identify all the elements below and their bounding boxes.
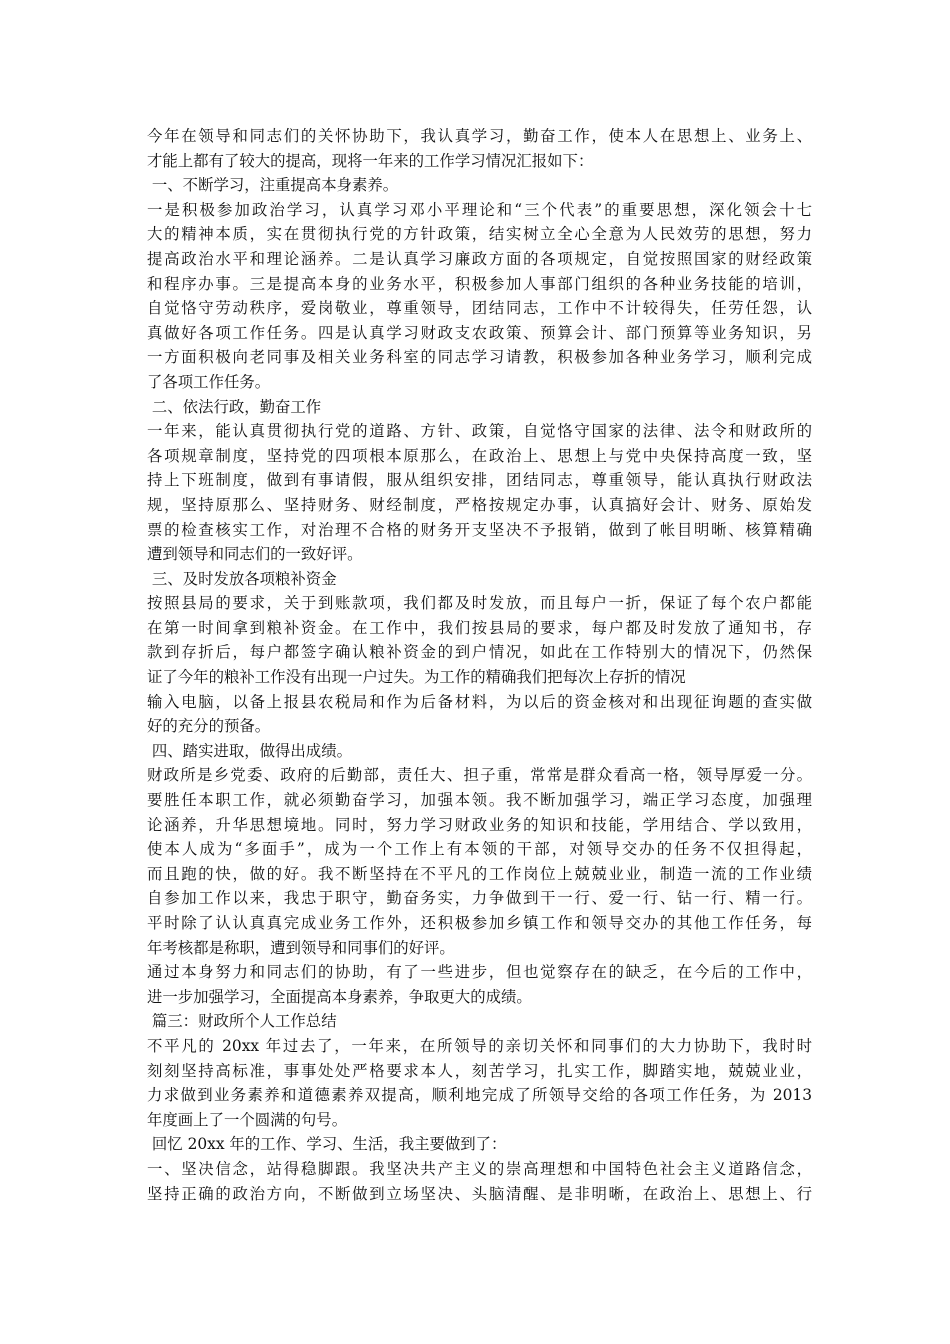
document-body xyxy=(147,124,812,1206)
text-line: 通过本身努力和同志们的协助，有了一些进步，但也觉察存在的缺乏，在今后的工作中， xyxy=(147,963,812,982)
text-line: 提高政治水平和理论涵养。二是认真学习廉政方面的各项规定，自觉按照国家的财经政策 xyxy=(147,249,812,268)
text-line: 今年在领导和同志们的关怀协助下，我认真学习，勤奋工作，使本人在思想上、业务上、 xyxy=(147,127,812,145)
text-line: 一、不断学习，注重提高本身素养。 xyxy=(147,176,399,195)
text-line: 二、依法行政，勤奋工作 xyxy=(147,397,322,416)
text-line: 一是积极参加政治学习，认真学习邓小平理论和“三个代表”的重要思想，深化领会十七 xyxy=(147,200,812,219)
text-line: 票的检查核实工作，对治理不合格的财务开支坚决不予报销，做到了帐目明晰、核算精确 xyxy=(147,520,812,539)
text-line: 真做好各项工作任务。四是认真学习财政支农政策、预算会计、部门预算等业务知识，另 xyxy=(147,323,812,342)
text-line: 证了今年的粮补工作没有出现一户过失。为工作的精确我们把每次上存折的情况 xyxy=(147,668,686,687)
text-line: 平时除了认认真真完成业务工作外，还积极参加乡镇工作和领导交办的其他工作任务，每 xyxy=(147,914,812,932)
text-line: 大的精神本质，实在贯彻执行党的方针政策，结实树立全心全意为人民效劳的思想，努力 xyxy=(147,225,812,244)
text-line: 三、及时发放各项粮补资金 xyxy=(147,569,337,588)
text-line: 在第一时间拿到粮补资金。在工作中，我们按县局的要求，每户都及时发放了通知书，存 xyxy=(147,618,812,637)
text-line: 回忆 20xx 年的工作、学习、生活，我主要做到了： xyxy=(147,1135,507,1154)
text-line: 要胜任本职工作，就必须勤奋学习，加强本领。我不断加强学习，端正学习态度，加强理 xyxy=(147,791,812,810)
text-line: 刻刻坚持高标准，事事处处严格要求本人，刻苦学习，扎实工作，脚踏实地，兢兢业业， xyxy=(147,1061,812,1080)
text-line: 力求做到业务素养和道德素养双提高，顺利地完成了所领导交给的各项工作任务，为 2013 xyxy=(147,1086,812,1105)
text-line: 一方面积极向老同事及相关业务科室的同志学习请教，积极参加各种业务学习，顺利完成 xyxy=(147,348,812,367)
text-line: 好的充分的预备。 xyxy=(147,717,271,736)
text-line: 一、坚决信念，站得稳脚跟。我坚决共产主义的崇高理想和中国特色社会主义道路信念， xyxy=(147,1159,812,1178)
text-line: 坚持正确的政治方向，不断做到立场坚决、头脑清醒、是非明晰，在政治上、思想上、行 xyxy=(147,1184,812,1203)
text-line: 规，坚持原那么、坚持财务、财经制度，严格按规定办事，认真搞好会计、财务、原始发 xyxy=(147,495,812,514)
text-line: 使本人成为“多面手”，成为一个工作上有本领的干部，对领导交办的任务不仅担得起， xyxy=(147,840,812,859)
text-line: 进一步加强学习，全面提高本身素养，争取更大的成绩。 xyxy=(147,987,532,1006)
text-line: 四、踏实进取，做得出成绩。 xyxy=(147,741,352,760)
text-line: 论涵养，升华思想境地。同时，努力学习财政业务的知识和技能，学用结合、学以致用， xyxy=(147,815,812,834)
text-line: 按照县局的要求，关于到账款项，我们都及时发放，而且每户一折，保证了每个农户都能 xyxy=(147,594,812,613)
text-line: 了各项工作任务。 xyxy=(147,372,271,391)
text-line: 才能上都有了较大的提高，现将一年来的工作学习情况汇报如下： xyxy=(147,151,594,170)
text-line: 各项规章制度，坚持党的四项根本原那么，在政治上、思想上与党中央保持高度一致，坚 xyxy=(147,446,812,465)
text-line: 遭到领导和同志们的一致好评。 xyxy=(147,545,363,564)
text-line: 不平凡的 20xx 年过去了，一年来，在所领导的亲切关怀和同事们的大力协助下，我时时 xyxy=(147,1036,812,1055)
text-line: 而且跑的快，做的好。我不断坚持在不平凡的工作岗位上兢兢业业，制造一流的工作业绩 xyxy=(147,864,812,883)
text-line: 款到存折后，每户都签字确认粮补资金的到户情况，如此在工作特别大的情况下，仍然保 xyxy=(147,643,812,662)
text-line: 持上下班制度，做到有事请假，服从组织安排，团结同志，尊重领导，能认真执行财政法 xyxy=(147,471,812,490)
text-line: 篇三：财政所个人工作总结 xyxy=(147,1012,337,1031)
text-line: 自觉恪守劳动秩序，爱岗敬业，尊重领导，团结同志，工作中不计较得失，任劳任怨，认 xyxy=(147,299,812,318)
text-line: 和程序办事。三是提高本身的业务水平，积极参加人事部门组织的各种业务技能的培训， xyxy=(147,274,812,293)
text-line: 一年来，能认真贯彻执行党的道路、方针、政策，自觉恪守国家的法律、法令和财政所的 xyxy=(147,422,812,441)
text-line: 自参加工作以来，我忠于职守，勤奋务实，力争做到干一行、爱一行、钻一行、精一行。 xyxy=(147,889,812,908)
text-line: 财政所是乡党委、政府的后勤部，责任大、担子重，常常是群众看高一格，领导厚爱一分。 xyxy=(147,766,812,785)
text-line: 输入电脑，以备上报县农税局和作为后备材料，为以后的资金核对和出现征询题的查实做 xyxy=(147,692,812,711)
text-line: 年度画上了一个圆满的句号。 xyxy=(147,1110,348,1129)
text-line: 年考核都是称职，遭到领导和同事们的好评。 xyxy=(147,938,455,957)
